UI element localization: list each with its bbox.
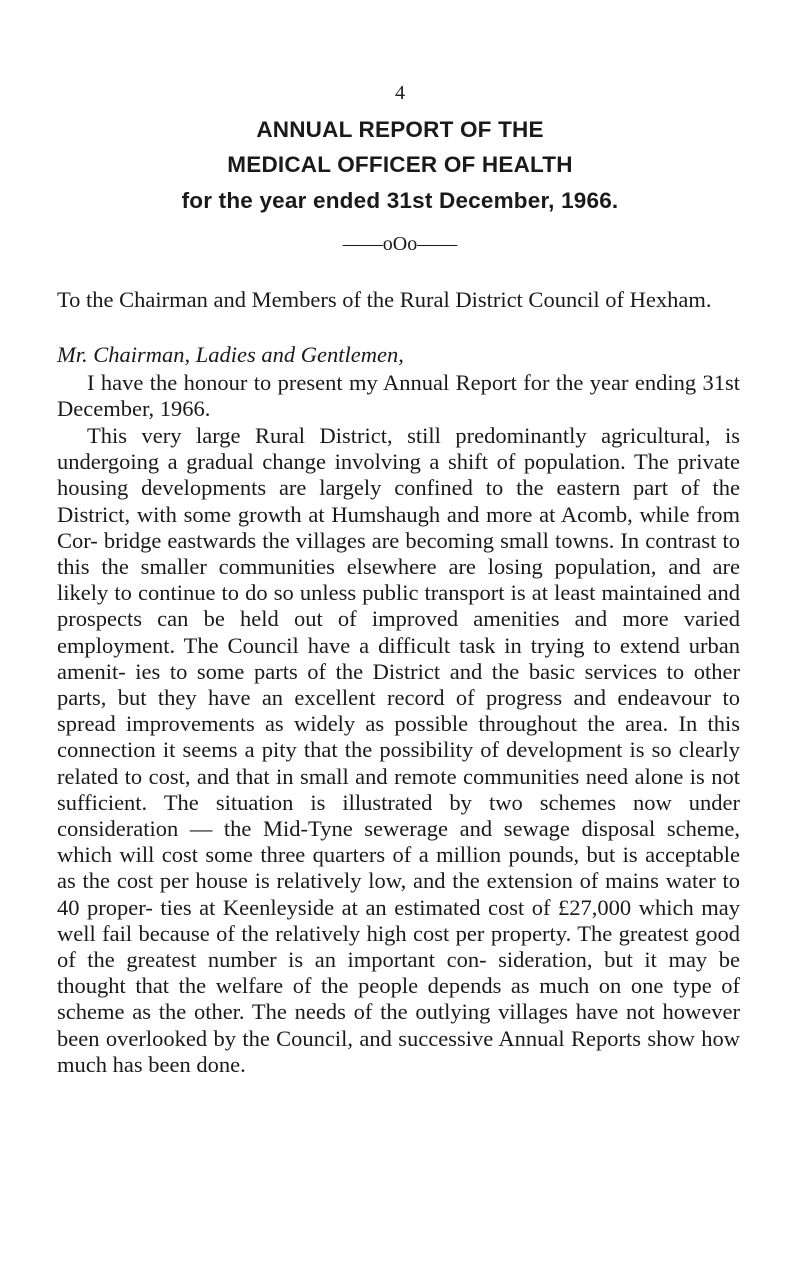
page-number: 4 xyxy=(395,82,405,104)
section-divider: ——oOo—— xyxy=(342,233,458,255)
address-line: To the Chairman and Members of the Rural District Council of Hexham. xyxy=(57,287,712,312)
paragraph-intro: I have the honour to present my Annual Report for the year ending 31st December, 1966. xyxy=(57,370,740,422)
report-title-line-1: ANNUAL REPORT OF THE xyxy=(256,117,544,142)
salutation: Mr. Chairman, Ladies and Gentlemen, xyxy=(57,342,404,367)
report-title-line-3: for the year ended 31st December, 1966. xyxy=(181,188,619,213)
report-title-line-2: MEDICAL OFFICER OF HEALTH xyxy=(227,152,573,177)
paragraph-main: This very large Rural District, still predominantly agricultural, is undergoing a gradual change involving a shift of population. The private housing developments are largely confined to the eastern part of the District, with some growth at Humshaugh and more at Acomb, while from Cor- bridge eastwards the villages are becoming small towns. In contrast to this the smaller communities elsewhere are losing population, and are likely to continue to do so unless public transport is at least maintained and prospects can be held out of improved amenities and more varied employment. The Council have a difficult task in trying to extend urban amenit- ies to some parts of the District and the basic services to other parts, but they have an excellent record of progress and endeavour to spread improvements as widely as possible throughout the area. In this connection it seems a pity that the possibility of development is so clearly related to cost, and that in small and remote communities need alone is not sufficient. The situation is illustrated by two schemes now under consideration — the Mid-Tyne sewerage and sewage disposal scheme, which will cost some three quarters of a million pounds, but is acceptable as the cost per house is relatively low, and the extension of mains water to 40 proper- ties at Keenleyside at an estimated cost of £27,000 which may well fail because of the relatively high cost per property. The greatest good of the greatest number is an important con- sideration, but it may be thought that the welfare of the people depends as much on one type of scheme as the other. The needs of the outlying villages have not however been overlooked by the Council, and successive Annual Reports show how much has been done. xyxy=(57,423,740,1077)
